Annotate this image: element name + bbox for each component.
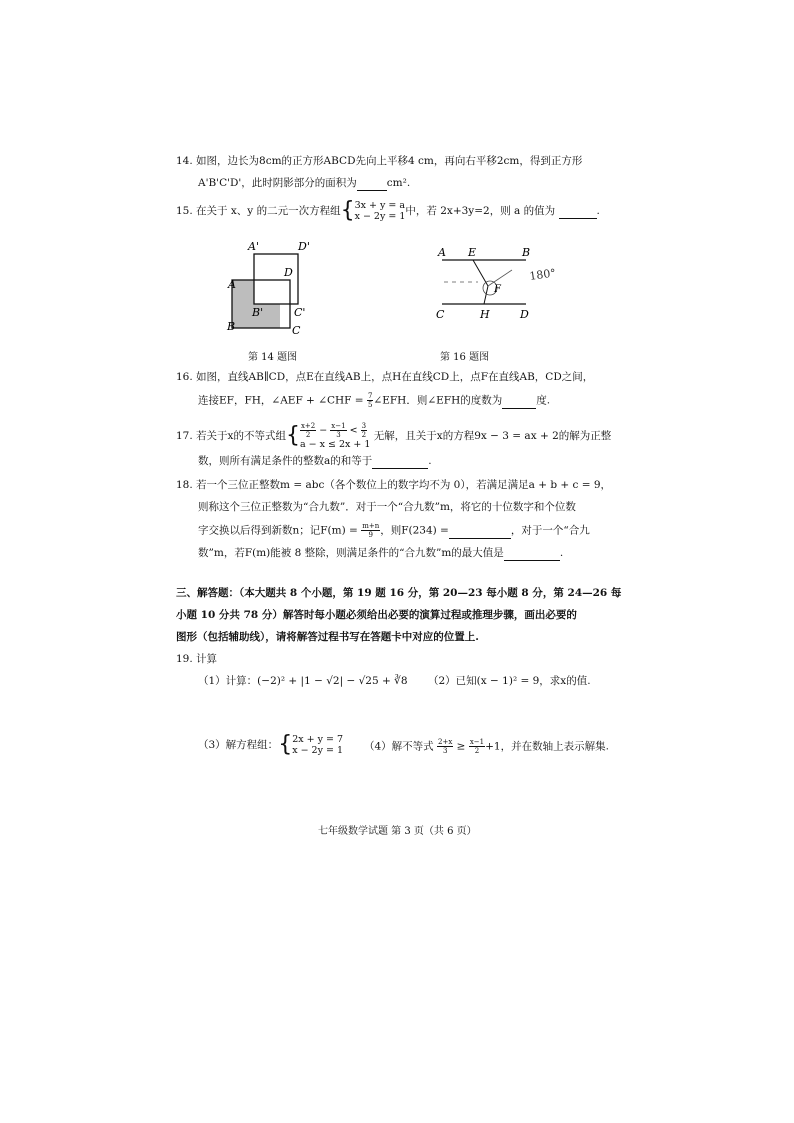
fig16-caption: 第 16 题图	[440, 352, 490, 363]
fig14-label-c1: C'	[294, 306, 306, 319]
q18-line3	[198, 522, 590, 539]
q19-part4-frac2-num: x−1	[469, 738, 485, 746]
q19-part3-system	[292, 734, 343, 756]
q17-frac2-num: x−1	[331, 422, 346, 430]
fig14-label-d: D	[284, 266, 293, 279]
q17-system	[300, 422, 370, 450]
q18-text-c: ，对于一个“合九	[510, 524, 590, 537]
fig16-label-c: C	[436, 308, 445, 321]
q18-text-d: 数”m，若F(m)能被 8 整除，则满足条件的“合九数”m的最大值是	[198, 547, 504, 559]
q19-part4-ge: ≥	[456, 740, 466, 753]
q19-part3-eq2: x − 2y = 1	[292, 745, 343, 756]
q19-part2: （2）已知(x − 1)² = 9，求x的值.	[428, 675, 591, 687]
q19-part4	[364, 738, 609, 755]
q17-line1	[176, 422, 611, 450]
fig16-label-d: D	[520, 308, 529, 321]
q18-line2: 则称这个三位正整数为“合九数”．对于一个“合九数”m，将它的十位数字和个位数	[198, 501, 576, 513]
q18-end: .	[559, 547, 564, 559]
q16-line1: 16. 如图，直线AB∥CD，点E在直线AB上，点H在直线CD上，点F在直线AB，CD之间，	[176, 371, 594, 383]
q19-part1: （1）计算：(−2)² + |1 − √2| − √25 + ∛8	[198, 675, 408, 687]
q15-answer-blank	[559, 204, 597, 219]
q15-eq1: 3x + y = a	[354, 200, 406, 211]
q17-frac3	[361, 422, 367, 439]
fig16-handwritten-note: 180°	[528, 266, 557, 283]
q19-part4-frac1	[437, 738, 453, 755]
section3-line2: 小题 10 分共 78 分）解答时每小题必须给出必要的演算过程或推理步骤，画出必要的	[176, 609, 577, 621]
q17-ineq2: a − x ≤ 2x + 1	[299, 439, 371, 450]
q16-frac-num: 7	[367, 392, 373, 400]
q14-line2	[198, 176, 410, 191]
fig16-label-h: H	[480, 308, 490, 321]
figure-16	[428, 240, 558, 324]
fig16-label-a: A	[438, 246, 446, 259]
section3-line3: 图形（包括辅助线），请将解答过程书写在答题卡中对应的位置上.	[176, 631, 479, 643]
q18-fraction	[361, 522, 380, 539]
q14-line1: 14. 如图，边长为8cm的正方形ABCD先向上平移4 cm，再向右平移2cm，得到正方形	[176, 155, 583, 167]
q19-part3	[198, 734, 343, 756]
fig16-label-f: F	[494, 284, 501, 295]
q19-part3-text: （3）解方程组：	[198, 739, 279, 751]
q17-text-b: 无解，且关于x的方程9x − 3 = ax + 2的解为正整	[373, 430, 612, 442]
q17-frac3-num: 3	[361, 422, 367, 430]
q18-text-a: 字交换以后得到新数n；记F(m) =	[198, 524, 358, 537]
q19-part4-frac1-den: 3	[442, 747, 448, 755]
q17-frac2-den: 3	[336, 431, 341, 439]
q18-answer-blank-2	[504, 546, 560, 561]
q18-answer-blank-1	[449, 524, 511, 539]
fig14-label-b1: B'	[252, 306, 264, 319]
q15-end: .	[596, 205, 600, 217]
q17-text-c: 数，则所有满足条件的整数a的和等于	[198, 455, 373, 467]
q19-title: 19. 计算	[176, 653, 218, 665]
q15-brace: {	[340, 198, 355, 223]
q18-frac-den: 9	[368, 531, 373, 539]
q14-unit: cm².	[386, 177, 411, 189]
section3-line1: 三、解答题：（本大题共 8 个小题，第 19 题 16 分，第 20—23 每小题 8 分，第 24—26 每	[176, 587, 622, 599]
q17-frac1-num: x+2	[300, 422, 316, 430]
q15-system	[355, 200, 406, 222]
q14-text: A'B'C'D'，此时阴影部分的面积为	[198, 177, 357, 189]
q15-text-b: 中，若 2x+3y=2，则 a 的值为	[405, 205, 556, 217]
q17-frac3-den: 2	[361, 431, 367, 439]
fig14-overlap-white	[254, 280, 280, 304]
q17-end: .	[428, 455, 432, 467]
q19-part4-frac1-num: 2+x	[438, 738, 453, 746]
q16-text-b: ∠EFH．则∠EFH的度数为	[373, 394, 503, 407]
q14-answer-blank	[357, 176, 387, 191]
fig14-caption: 第 14 题图	[248, 352, 298, 363]
fig14-label-d1: D'	[298, 240, 310, 253]
q16-line2	[198, 392, 550, 409]
q19-part4-frac2-den: 2	[474, 747, 480, 755]
q17-line2	[198, 454, 432, 469]
q16-frac-den: 5	[367, 401, 373, 409]
q18-line1: 18. 若一个三位正整数m = abc（各个数位上的数字均不为 0），若满足满足a + b + c = 9，	[176, 479, 612, 491]
q17-lt: <	[349, 425, 358, 436]
fig16-label-b: B	[522, 246, 531, 259]
q17-frac2	[330, 422, 346, 439]
q19-part4-text-b: +1，并在数轴上表示解集.	[485, 740, 609, 753]
q17-frac1	[300, 422, 316, 439]
q16-text-a: 连接EF，FH，∠AEF + ∠CHF =	[198, 394, 364, 407]
q15-eq2: x − 2y = 1	[354, 211, 406, 222]
q17-brace: {	[285, 423, 300, 448]
q18-line4	[198, 546, 563, 561]
fig14-label-c: C	[292, 324, 301, 337]
q16-end: 度.	[536, 394, 551, 407]
fig16-label-e: E	[468, 246, 477, 259]
q17-minus: −	[319, 425, 328, 436]
q15-text-a: 15. 在关于 x、y 的二元一次方程组	[176, 205, 341, 217]
figure-14	[222, 238, 332, 350]
fig14-label-a: A	[228, 278, 236, 291]
q18-text-b: ，则F(234) =	[380, 524, 449, 537]
fig14-label-b: B	[227, 320, 236, 333]
fig14-label-a1: A'	[248, 240, 259, 253]
q17-text-a: 17. 若关于x的不等式组	[176, 430, 286, 442]
q19-part3-eq1: 2x + y = 7	[292, 734, 343, 745]
fig16-segment-fh	[484, 286, 488, 304]
q16-answer-blank	[502, 394, 536, 409]
q19-part4-frac2	[469, 738, 485, 755]
q17-frac1-den: 2	[305, 431, 311, 439]
q19-part4-text-a: （4）解不等式	[364, 740, 434, 753]
q18-frac-num: m+n	[362, 522, 380, 530]
q17-answer-blank	[372, 454, 428, 469]
q19-part3-brace: {	[278, 732, 293, 757]
page-footer: 七年级数学试题 第 3 页（共 6 页）	[318, 826, 477, 837]
q15-line	[176, 200, 600, 222]
